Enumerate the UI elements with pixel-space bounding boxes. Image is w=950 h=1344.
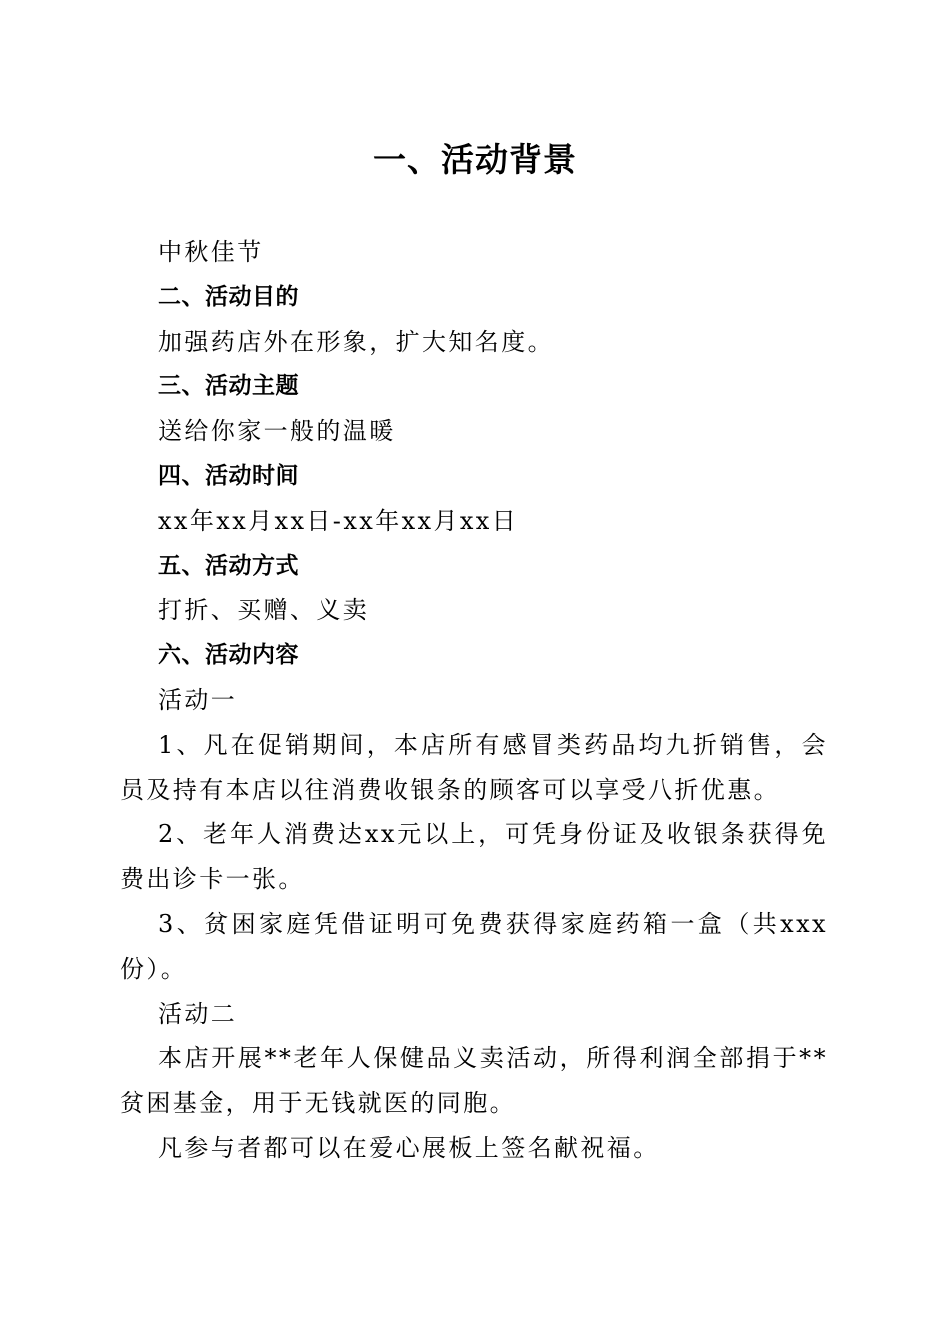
document-body [120,230,828,1171]
section-text-method: 打折、买赠、义卖 [158,596,370,625]
section-text-purpose: 加强药店外在形象，扩大知名度。 [158,327,554,356]
activity-one-label: 活动一 [158,685,238,714]
activity-two-paragraph-2: 凡参与者都可以在爱心展板上签名献祝福。 [158,1133,660,1162]
document-title: 一、活动背景 [373,140,577,179]
activity-one-item-3: 3、贫困家庭凭借证明可免费获得家庭药箱一盒（共xxx份）。 [120,909,828,983]
activity-two-paragraph-1: 本店开展**老年人保健品义卖活动，所得利润全部捐于**贫困基金，用于无钱就医的同胞。 [120,1044,828,1118]
section-heading-time: 四、活动时间 [158,462,299,489]
activity-one-item-1: 1、凡在促销期间，本店所有感冒类药品均九折销售，会员及持有本店以往消费收银条的顾客可以享受八折优惠。 [120,730,828,804]
section-heading-purpose: 二、活动目的 [158,283,299,310]
content-heading: 六、活动内容 [158,642,299,669]
activity-one-item-2: 2、老年人消费达xx元以上，可凭身份证及收银条获得免费出诊卡一张。 [120,820,828,894]
section-text-theme: 送给你家一般的温暖 [158,417,396,446]
background-text: 中秋佳节 [158,238,264,266]
activity-two-label: 活动二 [158,999,238,1028]
section-text-time: xx年xx月xx日-xx年xx月xx日 [158,506,519,535]
section-heading-method: 五、活动方式 [158,552,299,579]
section-heading-theme: 三、活动主题 [158,373,299,400]
